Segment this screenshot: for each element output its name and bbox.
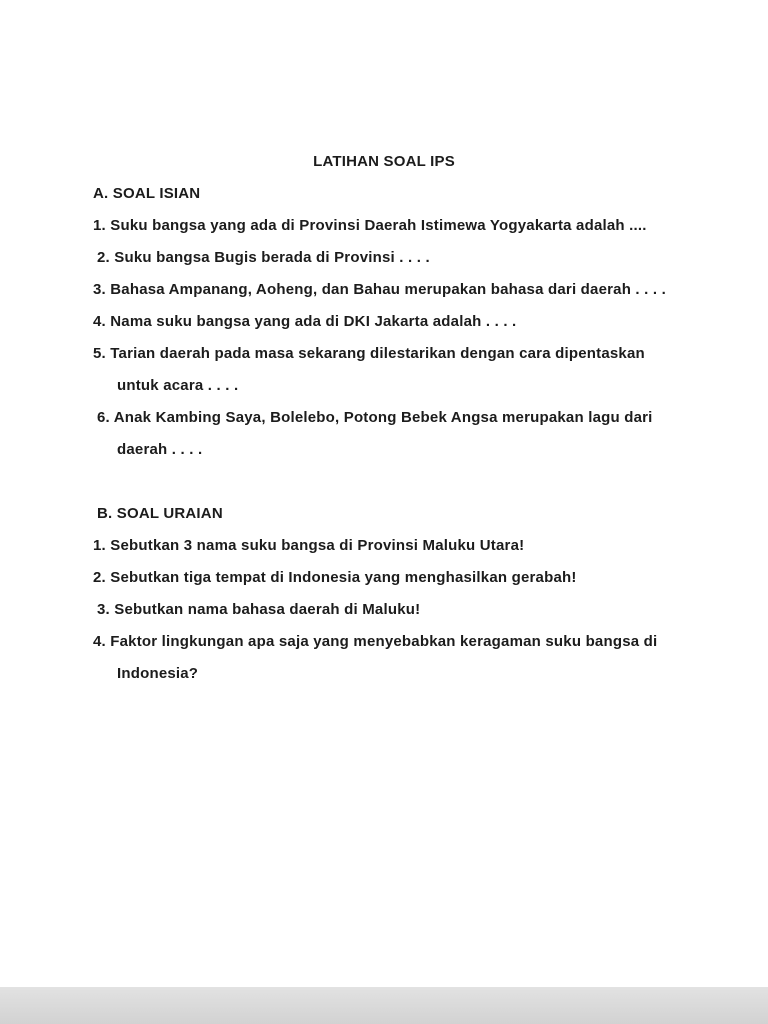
question-line: 5. Tarian daerah pada masa sekarang dilestarikan dengan cara dipentaskan xyxy=(93,345,645,362)
question-line: 4. Nama suku bangsa yang ada di DKI Jakarta adalah . . . . xyxy=(93,313,517,330)
section-gap xyxy=(93,466,708,498)
question-line-continuation: untuk acara . . . . xyxy=(117,377,239,394)
document-title: LATIHAN SOAL IPS xyxy=(313,153,455,170)
section-heading-b: B. SOAL URAIAN xyxy=(97,505,223,522)
question-line: 3. Bahasa Ampanang, Aoheng, dan Bahau merupakan bahasa dari daerah . . . . xyxy=(93,281,667,298)
question-line: 6. Anak Kambing Saya, Bolelebo, Potong Bebek Angsa merupakan lagu dari xyxy=(97,409,653,426)
question-line: 1. Suku bangsa yang ada di Provinsi Daerah Istimewa Yogyakarta adalah .... xyxy=(93,217,647,234)
question-line: 4. Faktor lingkungan apa saja yang menyebabkan keragaman suku bangsa di xyxy=(93,633,658,650)
question-line: 2. Suku bangsa Bugis berada di Provinsi . . . . xyxy=(97,249,430,266)
question-line-continuation: daerah . . . . xyxy=(117,441,203,458)
section-heading-a: A. SOAL ISIAN xyxy=(93,185,201,202)
question-line: 2. Sebutkan tiga tempat di Indonesia yang menghasilkan gerabah! xyxy=(93,569,577,586)
question-line: 3. Sebutkan nama bahasa daerah di Maluku! xyxy=(97,601,421,618)
question-line-continuation: Indonesia? xyxy=(117,665,199,682)
document-body xyxy=(0,178,768,690)
section-soal-isian xyxy=(93,178,708,466)
question-line: 1. Sebutkan 3 nama suku bangsa di Provinsi Maluku Utara! xyxy=(93,537,525,554)
section-soal-uraian xyxy=(93,498,708,690)
page-bottom-edge xyxy=(0,987,768,1024)
